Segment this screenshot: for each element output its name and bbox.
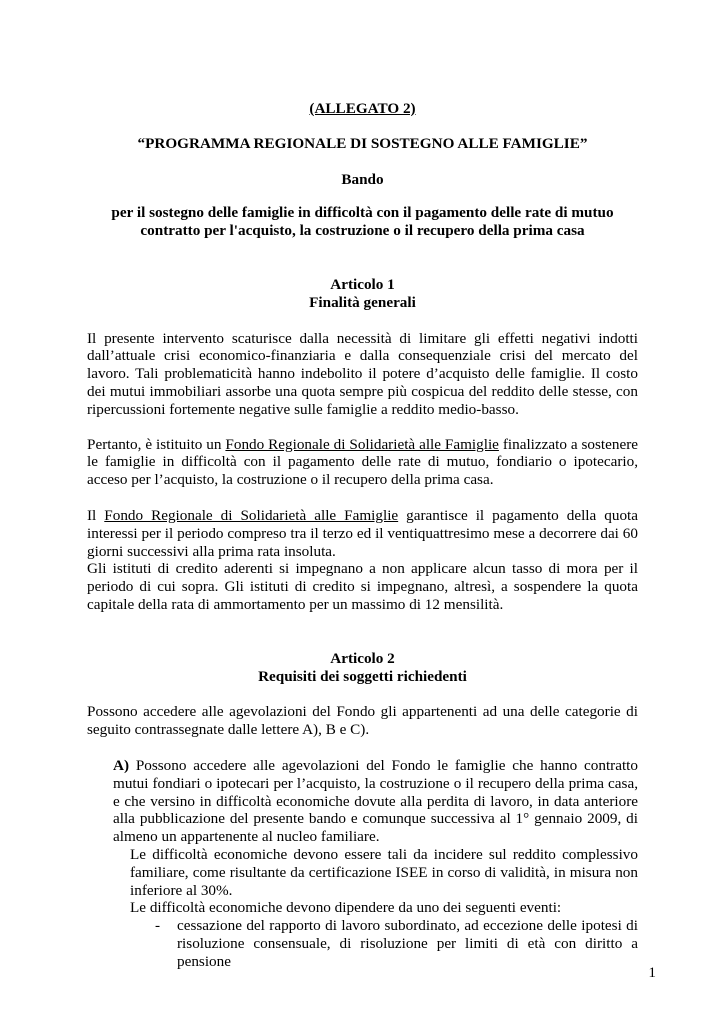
article-2-heading [87,650,638,686]
annex-heading: (ALLEGATO 2) [309,100,416,117]
fund-name: Fondo Regionale di Solidarietà alle Famiglie [104,506,399,524]
page-number: 1 [648,964,656,981]
article-1-subtitle: Finalità generali [309,293,416,311]
bando-subtitle: per il sostegno delle famiglie in difficoltà con il pagamento delle rate di mutuo contratto per l'acquisto, la costruzione o il recupero della prima casa [111,204,614,240]
section-a-paragraph-1: A) Possono accedere alle agevolazioni del Fondo le famiglie che hanno contratto mutui fondiari o ipotecari per l’acquisto, la costruzione o il recupero della prima casa, e che versino in difficoltà economiche dovute alla perdita di lavoro, in data anteriore alla pubblicazione del presente bando e comunque successiva al 1° gennaio 2009, di almeno un appartenente al nucleo familiare. [113,756,638,846]
article-1-paragraph-2: Pertanto, è istituito un Fondo Regionale di Solidarietà alle Famiglie finalizzato a sostenere le famiglie in difficoltà con il pagamento delle rate di mutuo, fondiario o ipotecario, acceso per l’acquisto, la costruzione o il recupero della prima casa. [87,435,639,489]
article-2-subtitle: Requisiti dei soggetti richiedenti [258,667,467,685]
section-a-paragraph-3: Le difficoltà economiche devono dipendere da uno dei seguenti eventi: [130,899,562,917]
article-1-title: Articolo 1 [330,275,395,293]
list-bullet: - [155,917,161,935]
section-a [113,757,638,971]
fund-name: Fondo Regionale di Solidarietà alle Famiglie [225,435,499,453]
bando-heading: Bando [341,170,384,188]
article-2-title: Articolo 2 [330,649,395,667]
article-1-paragraph-3: Il Fondo Regionale di Solidarietà alle Famiglie garantisce il pagamento della quota interessi per il periodo compreso tra il terzo ed il ventiquattresimo mese a decorrere dai 60 giorni successivi alla prima rata insoluta. Gli istituti di credito aderenti si impegnano a non applicare alcun tasso di mora per il periodo di cui sopra. Gli istituti di credito si impegnano, altresì, a sospendere la quota capitale della rata di ammortamento per un massimo di 12 mensilità. [87,506,638,613]
events-list [155,917,638,970]
section-a-label: A) [113,756,130,774]
section-a-paragraph-2: Le difficoltà economiche devono essere tali da incidere sul reddito complessivo familiare, come risultante da certificazione ISEE in corso di validità, in misura non inferiore al 30%. [130,845,638,899]
article-1-heading [87,276,638,312]
article-1-paragraph-1: Il presente intervento scaturisce dalla necessità di limitare gli effetti negativi indotti dall’attuale crisi economico-finanziaria e dalla consequenziale crisi del mercato del lavoro. Tali problematicità hanno indebolito il potere d’acquisto delle famiglie. Il costo dei mutui immobiliari assorbe una quota sempre più cospicua del reddito delle stesse, con ripercussioni fortemente negative sulle famiglie a reddito medio-basso. [87,329,638,418]
list-item: - cessazione del rapporto di lavoro subordinato, ad eccezione delle ipotesi di risoluzione consensuale, di risoluzione per limiti di età con diritto a pensione [155,917,638,970]
program-title: “PROGRAMMA REGIONALE DI SOSTEGNO ALLE FAMIGLIE” [137,134,588,152]
article-2-paragraph-1: Possono accedere alle agevolazioni del Fondo gli appartenenti ad una delle categorie di seguito contrassegnate dalle lettere A), B e C). [87,703,638,739]
article-1-paragraph-4: Gli istituti di credito aderenti si impegnano a non applicare alcun tasso di mora per il periodo di cui sopra. Gli istituti di credito si impegnano, altresì, a sospendere la quota capitale della rata di ammortamento per un massimo di 12 mensilità. [87,560,638,613]
document-page [87,100,638,970]
